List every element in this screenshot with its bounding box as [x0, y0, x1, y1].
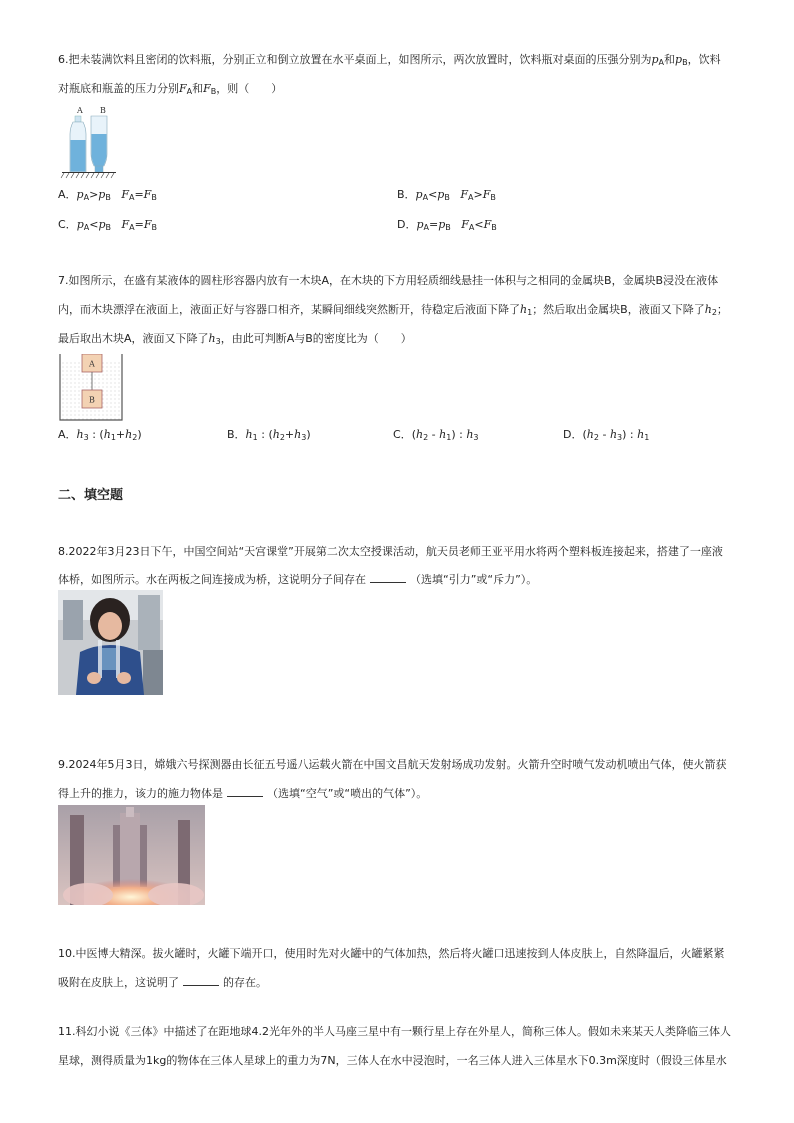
q7-line-2: 内，而木块漂浮在液面上，液面正好与容器口相齐，某瞬间细线突然断开，待稳定后液面下降了$h_1$；然后取出金属块B，液面又下降了$h_2$；: [58, 303, 728, 317]
q7-line-1: 7.如图所示，在盛有某液体的圆柱形容器内放有一木块A，在木块的下方用轻质细线悬挂一体积与之相同的金属块B，金属块B浸没在液体: [58, 274, 719, 287]
q6-option-c[interactable]: C．$p_A<p_B$ $F_A=F_B$: [58, 218, 157, 232]
q7-option-a[interactable]: A．$h_3$ : $(h_1+h_2)$: [58, 428, 142, 442]
q8-line-1: 8.2022年3月23日下午，中国空间站“天宫课堂”开展第二次太空授课活动，航天员老师王亚平用水将两个塑料板连接起来，搭建了一座液: [58, 545, 723, 558]
section-title: 二、填空题: [58, 488, 124, 503]
q9-line-2: 得上升的推力，该力的施力物体是 （选填“空气”或“喷出的气体”）。: [58, 787, 428, 800]
q7-option-d[interactable]: D．$(h_2 - h_3)$ : $h_1$: [563, 428, 650, 442]
q7-container-figure: [58, 354, 124, 422]
q11-line-1: 11.科幻小说《三体》中描述了在距地球4.2光年外的半人马座三星中有一颗行星上存在外星人，简称三体人。假如未来某天人类降临三体人: [58, 1025, 731, 1038]
q6-line-1: 6.把未装满饮料且密闭的饮料瓶，分别正立和倒立放置在水平桌面上，如图所示，两次放置时，饮料瓶对桌面的压强分别为$p_A$和$p_B$，饮料: [58, 53, 721, 67]
q11-line-2: 星球，测得质量为1kg的物体在三体人星球上的重力为7N，三体人在水中浸泡时，一名三体人进入三体星水下0.3m深度时（假设三体星水: [58, 1054, 727, 1067]
q9-line-1: 9.2024年5月3日，嫦娥六号探测器由长征五号遥八运载火箭在中国文昌航天发射场成功发射。火箭升空时喷气发动机喷出气体，使火箭获: [58, 758, 727, 771]
q9-answer-blank[interactable]: [227, 786, 263, 797]
q6-bottle-figure: [60, 104, 120, 180]
q8-line-2: 体桥，如图所示。水在两板之间连接成为桥，这说明分子间存在 （选填“引力”或“斥力”）。: [58, 573, 538, 586]
q8-answer-blank[interactable]: [370, 572, 406, 583]
q7-fig-label-b: B: [89, 395, 95, 405]
inverted-bottle: [91, 116, 107, 172]
q6-line-2: 对瓶底和瓶盖的压力分别$F_A$和$F_B$，则（ ）: [58, 82, 283, 96]
q6-option-d[interactable]: D．$p_A=p_B$ $F_A<F_B$: [397, 218, 497, 232]
q7-option-b[interactable]: B．$h_1$ : $(h_2+h_3)$: [227, 428, 311, 442]
q7-fig-label-a: A: [89, 359, 95, 369]
q8-astronaut-photo: [58, 590, 163, 695]
q6-option-a[interactable]: A．$p_A>p_B$ $F_A=F_B$: [58, 188, 157, 202]
q10-line-1: 10.中医博大精深。拔火罐时，火罐下端开口，使用时先对火罐中的气体加热，然后将火罐口迅速按到人体皮肤上，自然降温后，火罐紧紧: [58, 947, 725, 960]
q7-line-3: 最后取出木块A，液面又下降了$h_3$，由此可判断A与B的密度比为（ ）: [58, 332, 412, 346]
q6-option-b[interactable]: B．$p_A<p_B$ $F_A>F_B$: [397, 188, 496, 202]
q7-option-c[interactable]: C．$(h_2 - h_1)$ : $h_3$: [393, 428, 479, 442]
q9-rocket-photo: [58, 805, 205, 905]
q10-line-2: 吸附在皮肤上，这说明了 的存在。: [58, 976, 267, 989]
q6-fig-label-a: A: [77, 106, 83, 115]
q6-fig-label-b: B: [100, 106, 106, 115]
q10-answer-blank[interactable]: [183, 975, 219, 986]
upright-bottle: [70, 116, 86, 172]
